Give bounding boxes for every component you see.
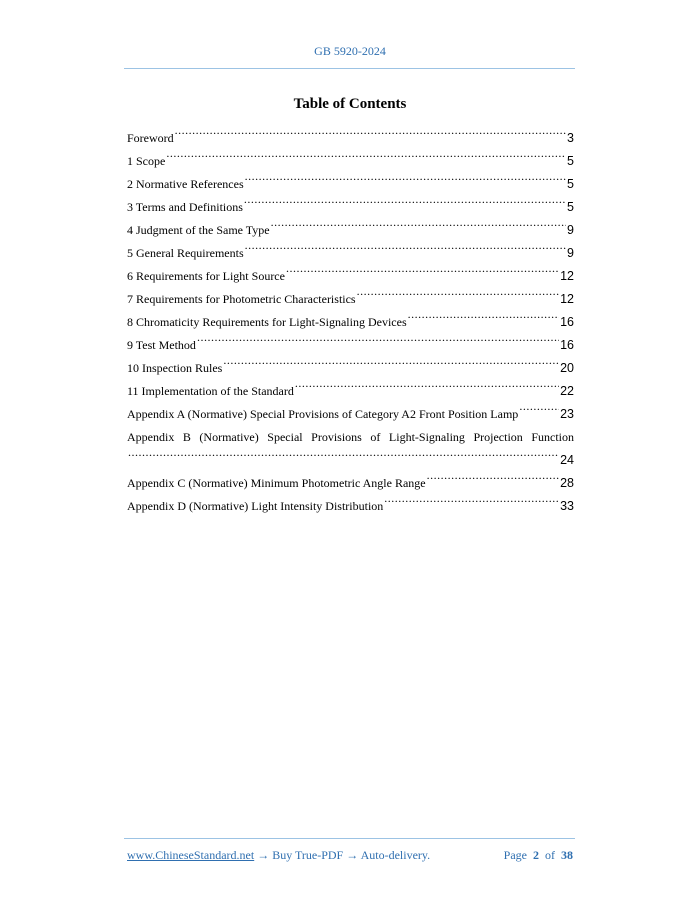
toc-entry-page: 28: [560, 476, 574, 490]
dot-leader: [166, 153, 566, 165]
toc-entry-foreword[interactable]: [127, 127, 574, 150]
toc-entry-label: 8 Chromaticity Requirements for Light-Signaling Devices: [127, 315, 407, 329]
toc-entry-appendix-c[interactable]: [127, 472, 574, 495]
arrow-right-icon: →: [257, 848, 270, 862]
page-label: Page: [503, 848, 527, 862]
toc-entry-page: 12: [560, 292, 574, 306]
toc-entry-page: 20: [560, 361, 574, 375]
toc-entry-scope[interactable]: [127, 150, 574, 173]
toc-entry-label: 6 Requirements for Light Source: [127, 269, 285, 283]
toc-entry-label: 1 Scope: [127, 154, 166, 168]
dot-leader: [128, 452, 559, 464]
toc-entry-general-requirements[interactable]: [127, 242, 574, 265]
dot-leader: [357, 291, 559, 303]
toc-entry-label: 11 Implementation of the Standard: [127, 384, 294, 398]
toc-entry-page: 5: [567, 177, 574, 191]
toc-entry-judgment-same-type[interactable]: [127, 219, 574, 242]
dot-leader: [245, 245, 566, 257]
dot-leader: [295, 383, 559, 395]
toc-entry-terms-definitions[interactable]: [127, 196, 574, 219]
toc-entry-photometric-characteristics[interactable]: [127, 288, 574, 311]
toc-entry-page: 16: [560, 315, 574, 329]
toc-entry-appendix-b[interactable]: [127, 426, 574, 472]
dot-leader: [286, 268, 559, 280]
page-of-label: of: [545, 848, 555, 862]
toc-entry-label: 2 Normative References: [127, 177, 244, 191]
dot-leader: [408, 314, 559, 326]
dot-leader: [384, 498, 559, 510]
toc-entry-page: 24: [560, 453, 574, 467]
toc-entry-appendix-a[interactable]: [127, 403, 574, 426]
toc-entry-light-source[interactable]: [127, 265, 574, 288]
toc-entry-chromaticity[interactable]: [127, 311, 574, 334]
toc-entry-page: 9: [567, 223, 574, 237]
toc-entry-label: Foreword: [127, 131, 174, 145]
toc-entry-page: 5: [567, 200, 574, 214]
toc-entry-label: Appendix B (Normative) Special Provisions of Light-Signaling Projection Function: [127, 430, 574, 444]
toc-entry-label: Appendix C (Normative) Minimum Photometric Angle Range: [127, 476, 426, 490]
toc-entry-label: 9 Test Method: [127, 338, 196, 352]
footer-divider: [124, 838, 575, 839]
toc-entry-page: 22: [560, 384, 574, 398]
toc-entry-label: Appendix D (Normative) Light Intensity Distribution: [127, 499, 384, 513]
toc-entry-normative-references[interactable]: [127, 173, 574, 196]
dot-leader: [244, 199, 566, 211]
page-total: 38: [561, 848, 573, 862]
dot-leader: [175, 130, 566, 142]
toc-entry-label: 10 Inspection Rules: [127, 361, 223, 375]
toc-entry-page: 3: [567, 131, 574, 145]
toc-entry-label: 7 Requirements for Photometric Characteristics: [127, 292, 356, 306]
arrow-right-icon: →: [346, 848, 359, 862]
toc-entry-implementation[interactable]: [127, 380, 574, 403]
website-link[interactable]: www.ChineseStandard.net: [127, 848, 255, 862]
dot-leader: [223, 360, 559, 372]
toc-entry-test-method[interactable]: [127, 334, 574, 357]
document-code: GB 5920-2024: [314, 44, 386, 58]
toc-entry-inspection-rules[interactable]: [127, 357, 574, 380]
toc-entry-label: 4 Judgment of the Same Type: [127, 223, 270, 237]
dot-leader: [245, 176, 566, 188]
page-current: 2: [533, 848, 539, 862]
toc-entry-label: Appendix A (Normative) Special Provisions of Category A2 Front Position Lamp: [127, 407, 519, 421]
footer-promo: [127, 848, 430, 863]
toc-title: Table of Contents: [293, 96, 407, 112]
toc-entry-label: 3 Terms and Definitions: [127, 200, 243, 214]
auto-delivery-text: Auto-delivery.: [360, 848, 431, 862]
header-divider: [124, 68, 575, 69]
dot-leader: [519, 406, 559, 418]
buy-pdf-text: Buy True-PDF: [272, 848, 344, 862]
dot-leader: [271, 222, 566, 234]
toc-entry-appendix-d[interactable]: [127, 495, 574, 518]
toc-entry-page: 33: [560, 499, 574, 513]
toc-entry-label: 5 General Requirements: [127, 246, 244, 260]
toc-entry-page: 23: [560, 407, 574, 421]
toc-entry-page: 16: [560, 338, 574, 352]
table-of-contents: [127, 127, 574, 518]
toc-entry-page: 12: [560, 269, 574, 283]
toc-entry-page: 9: [567, 246, 574, 260]
dot-leader: [427, 475, 559, 487]
page-number: [504, 848, 573, 863]
toc-entry-page: 5: [567, 154, 574, 168]
dot-leader: [197, 337, 559, 349]
